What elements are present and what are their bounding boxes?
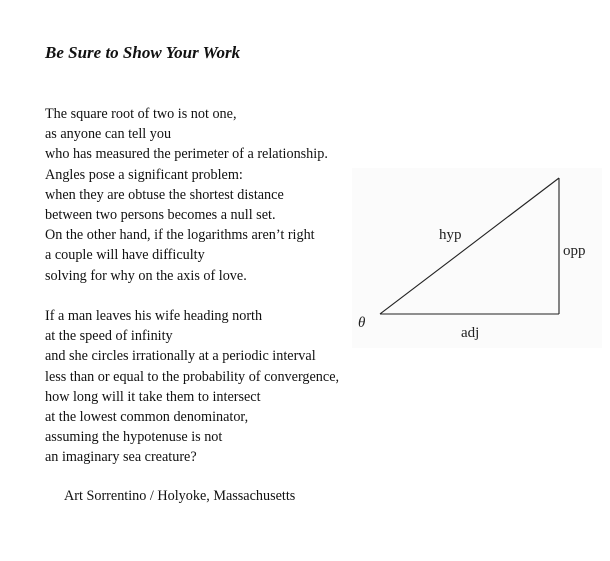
poem-line: Angles pose a significant problem: (45, 166, 243, 183)
poem-line: how long will it take them to intersect (45, 388, 261, 405)
poem-line: solving for why on the axis of love. (45, 267, 247, 284)
stanza-1 (45, 104, 328, 286)
opp-label: opp (563, 243, 586, 259)
poem-line: as anyone can tell you (45, 126, 172, 143)
stanza-2 (45, 306, 339, 468)
poem-line: who has measured the perimeter of a relationship. (45, 146, 328, 163)
poem-title: Be Sure to Show Your Work (45, 43, 241, 62)
author-byline: Art Sorrentino / Holyoke, Massachusetts (64, 488, 296, 504)
poem-line: a couple will have difficulty (45, 247, 205, 264)
poem-line: The square root of two is not one, (45, 106, 237, 122)
poem-line: assuming the hypotenuse is not (45, 429, 223, 446)
hypotenuse-edge (380, 178, 559, 314)
adj-label: adj (461, 325, 480, 341)
poem-line: when they are obtuse the shortest distance (45, 186, 284, 203)
theta-label: θ (358, 315, 366, 331)
poem-line: an imaginary sea creature? (45, 449, 197, 466)
poem-line: If a man leaves his wife heading north (45, 308, 263, 324)
hyp-label: hyp (439, 227, 462, 243)
right-triangle-diagram (352, 168, 602, 348)
poem-line: between two persons becomes a null set. (45, 207, 276, 224)
poem-line: On the other hand, if the logarithms aren’t right (45, 227, 315, 244)
poem-line: at the speed of infinity (45, 328, 173, 345)
poem-line: and she circles irrationally at a periodic interval (45, 348, 316, 365)
poem-line: at the lowest common denominator, (45, 409, 249, 426)
poem-line: less than or equal to the probability of convergence, (45, 368, 340, 385)
